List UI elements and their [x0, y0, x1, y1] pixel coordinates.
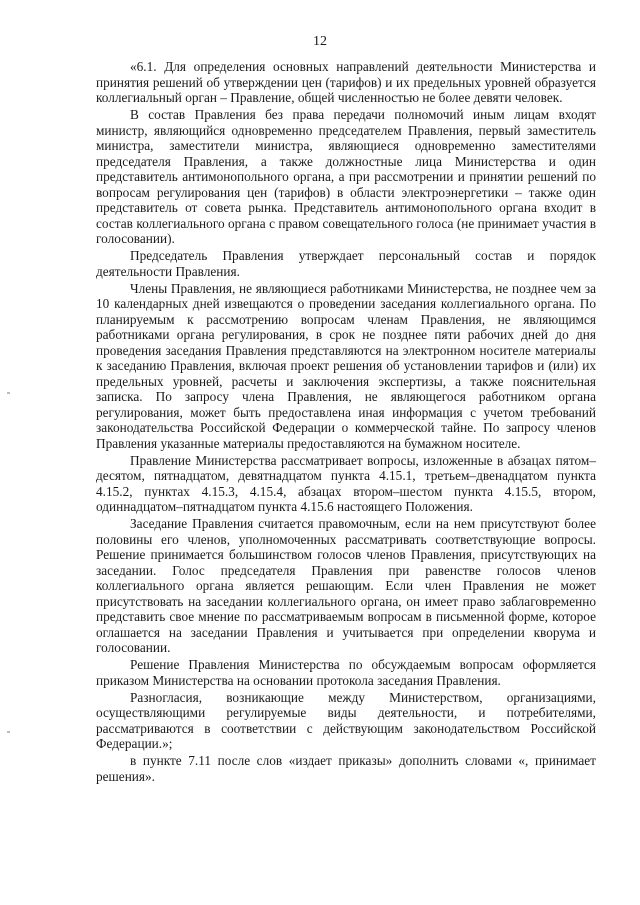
document-body [96, 59, 596, 786]
scan-artifact [7, 392, 10, 394]
paragraph-6-1: «6.1. Для определения основных направлений деятельности Министерства и принятия решений об утверждении цен (тарифов) и их предельных уровней образуется коллегиальный орган – Правление, общей численностью не более девяти человек. [96, 59, 596, 105]
paragraph-board-questions: Правление Министерства рассматривает вопросы, изложенные в абзацах пятом–десятом, пятнадцатом, девятнадцатом пункта 4.15.1, третьем–двенадцатом пункта 4.15.2, пунктах 4.15.3, 4.15.4, абзацах втором–шестом пункта 4.15.5, втором, одиннадцатом–пятнадцатом пункта 4.15.6 настоящего Положения. [96, 452, 596, 514]
paragraph-chairman: Председатель Правления утверждает персональный состав и порядок деятельности Правления. [96, 248, 596, 279]
paragraph-board-composition: В состав Правления без права передачи полномочий иным лицам входят министр, являющийся одновременно председателем Правления, первый заместитель министра, заместители министра, являющиеся одновременно заместителями председателя Правления, а также должностные лица Министерства и один представитель антимонопольного органа, а при рассмотрении и принятии решений по вопросам регулирования цен (тарифов) в области электроэнергетики – также один представитель от совета рынка. Представитель антимонопольного органа входит в состав коллегиального органа с правом совещательного голоса (не принимает участия в голосовании). [96, 107, 596, 246]
paragraph-disagreements: Разногласия, возникающие между Министерством, организациями, осуществляющими регулируемые виды деятельности, и потребителями, рассматриваются в соответствии с действующим законодательством Российской Федерации.»; [96, 689, 596, 751]
paragraph-board-members: Члены Правления, не являющиеся работниками Министерства, не позднее чем за 10 календарных дней извещаются о проведении заседания коллегиального органа. По планируемым к рассмотрению вопросам членам Правления, не являющимся работниками органа регулирования, в срок не позднее пяти рабочих дней до дня проведения заседания Правления представляются на электронном носителе материалы к заседанию Правления, включая проект решения об установлении тарифов и (или) их предельных уровней, расчеты и заключения экспертизы, а также пояснительная записка. По запросу члена Правления, не являющегося работником органа регулирования, может быть предоставлена иная информация с учетом требований законодательства Российской Федерации о коммерческой тайне. По запросу членов Правления указанные материалы предоставляются на бумажном носителе. [96, 280, 596, 451]
page-number: 12 [313, 34, 327, 49]
paragraph-decision-order: Решение Правления Министерства по обсуждаемым вопросам оформляется приказом Министерства на основании протокола заседания Правления. [96, 657, 596, 688]
paragraph-amendment-7-11: в пункте 7.11 после слов «издает приказы» дополнить словами «, принимает решения». [96, 753, 596, 784]
paragraph-quorum: Заседание Правления считается правомочным, если на нем присутствуют более половины его членов, уполномоченных рассматривать соответствующие вопросы. Решение принимается большинством голосов членов Правления, присутствующих на заседании. Голос председателя Правления при равенстве голосов членов коллегиального органа является решающим. Если член Правления не может присутствовать на заседании коллегиального органа, он имеет право заблаговременно представить свое мнение по рассматриваемым вопросам в письменной форме, которое оглашается на заседании Правления и учитывается при определении кворума и голосовании. [96, 516, 596, 655]
scan-artifact [7, 731, 10, 733]
